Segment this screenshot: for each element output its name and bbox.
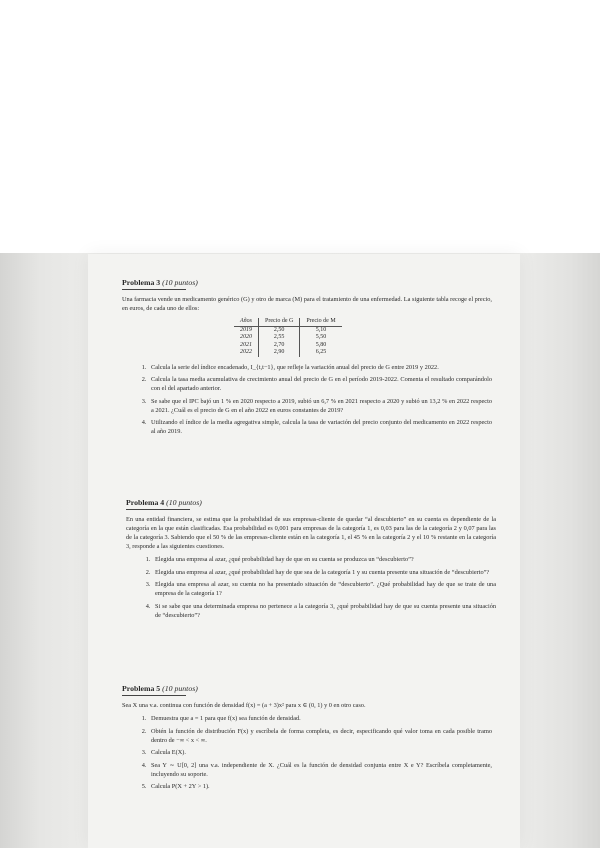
question-item: 3. Calcula E(X). [148, 748, 492, 757]
table-row [234, 326, 342, 334]
problem-4-intro: En una entidad financiera, se estima que la probabilidad de sus empresas-cliente de quedar “al descubierto” en su cuenta es dependiente de la categoría en la que están clasificadas. Esa probabilidad es 0,001 para empresas de la categoría 1, es 0,03 para las de la categoría 2 y 0,07 para las de la categoría 3. Sabiendo que el 50 % de las empresas-cliente están en la categoría 1, el 45 % en la categoría 2 y el 10 % restante en la categoría 3, responde a las siguientes cuestiones. [126, 516, 496, 550]
problem-4-title: Problema 4 (10 puntos) [126, 498, 202, 507]
question-item: 4. Utilizando el índice de la media agregativa simple, calcula la tasa de variación del precio conjunto del medicamento en 2022 respecto al año 2019. [148, 418, 492, 436]
col-header-years: Años [234, 318, 259, 326]
question-item: 5. Calcula P(X + 2Y > 1). [148, 782, 492, 791]
problem-4-questions [126, 555, 496, 620]
price-table-header [234, 318, 342, 326]
table-cell-price-m: 5,50 [315, 334, 327, 341]
question-item: 4. Sea Y ∼ U[0, 2] una v.a. independiente de X. ¿Cuál es la función de densidad conjunta entre X e Y? Escríbela completamente, incluyendo su soporte. [148, 761, 492, 779]
table-cell-price-g: 2,70 [259, 342, 300, 350]
question-item: 2. Elegida una empresa al azar, ¿qué probabilidad hay de que sea de la categoría 1 y su cuenta presente una situación de “descubierto”? [152, 568, 496, 577]
problem-5 [122, 684, 492, 795]
col-header-price-m: Precio de M [300, 318, 342, 326]
table-cell-year: 2021 [234, 342, 259, 350]
question-item: 2. Calcula la tasa media acumulativa de crecimiento anual del precio de G en el período 2019-2022. Comenta el resultado comparándolo con el del apartado anterior. [148, 375, 492, 393]
price-table [234, 318, 342, 357]
problem-4 [126, 498, 496, 623]
table-row [234, 334, 342, 342]
col-header-price-g: Precio de G [259, 318, 300, 326]
table-cell-price-g: 2,55 [259, 334, 300, 342]
question-item: 2. Obtén la función de distribución F(x) y escríbela de forma completa, es decir, especificando qué valor toma en cada posible tramo dentro de −∞ < x < ∞. [148, 727, 492, 745]
question-item: 3. Elegida una empresa al azar, su cuenta no ha presentado situación de “descubierto”. ¿Qué probabilidad hay de que se trate de una empresa de la categoría 1? [152, 580, 496, 598]
table-cell-year: 2020 [234, 334, 259, 342]
table-cell-year: 2019 [234, 326, 259, 334]
problem-3-intro: Una farmacia vende un medicamento genérico (G) y otro de marca (M) para el tratamiento de una enfermedad. La siguiente tabla recoge el precio, en euros, de cada uno de ellos: [122, 296, 492, 312]
table-cell-price-g: 2,50 [259, 326, 300, 334]
table-cell-year: 2022 [234, 349, 259, 357]
question-item: 1. Elegida una empresa al azar, ¿qué probabilidad hay de que en su cuenta se produzca un “descubierto”? [152, 555, 496, 564]
problem-4-underline [126, 509, 190, 510]
problem-3-questions [122, 363, 492, 437]
table-row [234, 349, 342, 357]
problem-5-underline [122, 695, 186, 696]
problem-5-intro: Sea X una v.a. continua con función de densidad f(x) = (a + 3)x² para x ∈ (0, 1) y 0 en otro caso. [122, 702, 366, 709]
table-cell-price-m: 6,25 [315, 349, 327, 356]
problem-3 [122, 278, 492, 440]
question-item: 1. Calcula la serie del índice encadenado, I_{t,t−1}, que refleje la variación anual del precio de G entre 2019 y 2022. [148, 363, 492, 372]
problem-5-title: Problema 5 (10 puntos) [122, 684, 198, 693]
table-cell-price-g: 2,90 [259, 349, 300, 357]
question-item: 1. Demuestra que a = 1 para que f(x) sea función de densidad. [148, 714, 492, 723]
question-item: 3. Se sabe que el IPC bajó un 1 % en 2020 respecto a 2019, subió un 6,7 % en 2021 respecto a 2020 y subió un 13,2 % en 2022 respecto a 2021. ¿Cuál es el precio de G en el año 2022 en euros constantes de 2019? [148, 397, 492, 415]
table-cell-price-m: 5,80 [315, 341, 327, 348]
table-cell-price-m: 5,10 [315, 326, 327, 333]
problem-3-title: Problema 3 (10 puntos) [122, 278, 198, 287]
problem-5-questions [122, 714, 492, 791]
problem-3-underline [122, 289, 186, 290]
table-row [234, 342, 342, 350]
question-item: 4. Si se sabe que una determinada empresa no pertenece a la categoría 3, ¿qué probabilidad hay de que su cuenta presente una situación de “descubierto”? [152, 602, 496, 620]
